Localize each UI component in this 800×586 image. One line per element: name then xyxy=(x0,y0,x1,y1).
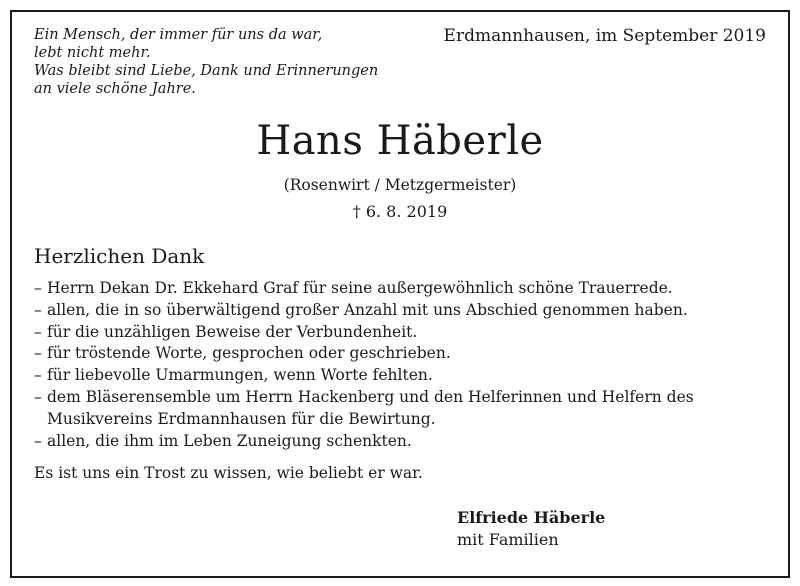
thanks-item-text: allen, die in so überwältigend großer Anzahl mit uns Abschied genommen haben. xyxy=(47,300,688,319)
deceased-occupation: (Rosenwirt / Metzgermeister) xyxy=(283,176,517,194)
thanks-item-text: für die unzähligen Beweise der Verbundenheit. xyxy=(47,322,418,341)
dash-spacer xyxy=(34,409,47,431)
thanks-item-text: Musikvereins Erdmannhausen für die Bewirtung. xyxy=(47,409,436,428)
thanks-item-text: dem Bläserensemble um Herrn Hackenberg und den Helferinnen und Helfern des xyxy=(47,387,694,406)
dash-bullet: – xyxy=(34,366,42,385)
deceased-name: Hans Häberle xyxy=(256,118,544,164)
poem-line: lebt nicht mehr. xyxy=(34,45,151,61)
thanks-heading: Herzlichen Dank xyxy=(34,244,205,268)
place-and-date: Erdmannhausen, im September 2019 xyxy=(443,26,766,46)
dash-bullet: – xyxy=(34,431,42,450)
signature-name: Elfriede Häberle xyxy=(457,508,606,527)
dash-bullet: – xyxy=(34,344,42,363)
thanks-item xyxy=(34,322,694,344)
obituary-notice xyxy=(10,10,790,578)
poem-line: an viele schöne Jahre. xyxy=(34,81,196,97)
thanks-item xyxy=(34,365,694,387)
poem-line: Ein Mensch, der immer für uns da war, xyxy=(34,27,323,43)
thanks-item xyxy=(34,387,694,409)
thanks-item-continuation xyxy=(34,409,694,431)
thanks-item xyxy=(34,343,694,365)
thanks-item xyxy=(34,431,694,453)
memorial-poem xyxy=(34,26,378,98)
thanks-item-text: für tröstende Worte, gesprochen oder geschrieben. xyxy=(47,344,451,363)
thanks-item-text: allen, die ihm im Leben Zuneigung schenkten. xyxy=(47,431,412,450)
thanks-item-text: für liebevolle Umarmungen, wenn Worte fehlten. xyxy=(47,366,433,385)
thanks-item xyxy=(34,278,694,300)
closing-sentence: Es ist uns ein Trost zu wissen, wie beliebt er war. xyxy=(34,464,423,482)
death-date: † 6. 8. 2019 xyxy=(352,202,448,221)
thanks-item xyxy=(34,300,694,322)
dash-bullet: – xyxy=(34,279,42,297)
thanks-item-text: Herrn Dekan Dr. Ekkehard Graf für seine außergewöhnlich schöne Trauerrede. xyxy=(47,279,673,297)
dash-bullet: – xyxy=(34,300,42,319)
thanks-list xyxy=(34,278,694,452)
dash-bullet: – xyxy=(34,322,42,341)
signature-sub: mit Familien xyxy=(457,530,559,549)
poem-line: Was bleibt sind Liebe, Dank und Erinnerungen xyxy=(34,63,379,79)
dash-bullet: – xyxy=(34,387,42,406)
